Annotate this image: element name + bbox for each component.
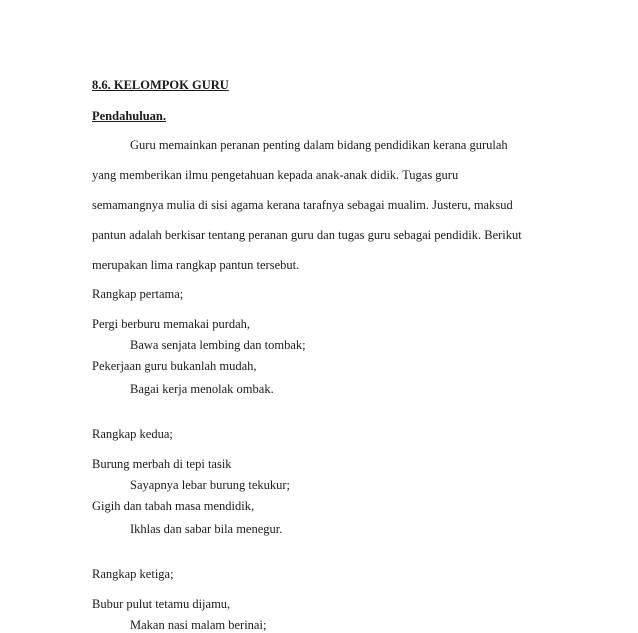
pantun-line: Bagai kerja menolak ombak. bbox=[130, 382, 274, 396]
pantun-line: Burung merbah di tepi tasik bbox=[92, 457, 232, 471]
pantun-line: Ikhlas dan sabar bila menegur. bbox=[130, 522, 283, 536]
intro-paragraph-line: merupakan lima rangkap pantun tersebut. bbox=[92, 258, 300, 272]
pantun-line: Gigih dan tabah masa mendidik, bbox=[92, 499, 255, 513]
pantun-line: Bubur pulut tetamu dijamu, bbox=[92, 597, 231, 611]
intro-paragraph-line: semamangnya mulia di sisi agama kerana tarafnya sebagai mualim. Justeru, maksud bbox=[92, 198, 513, 212]
intro-paragraph-line: Guru memainkan peranan penting dalam bidang pendidikan kerana gurulah bbox=[130, 138, 508, 152]
pantun-line: Bawa senjata lembing dan tombak; bbox=[130, 338, 306, 352]
section-heading: 8.6. KELOMPOK GURU bbox=[92, 78, 229, 92]
pantun-line: Makan nasi malam berinai; bbox=[130, 618, 267, 632]
intro-paragraph-line: pantun adalah berkisar tentang peranan guru dan tugas guru sebagai pendidik. Berikut bbox=[92, 228, 522, 242]
pantun-line: Pekerjaan guru bukanlah mudah, bbox=[92, 359, 257, 373]
pantun-line: Pergi berburu memakai purdah, bbox=[92, 317, 251, 331]
intro-paragraph-line: yang memberikan ilmu pengetahuan kepada anak-anak didik. Tugas guru bbox=[92, 168, 459, 182]
intro-subheading: Pendahuluan. bbox=[92, 109, 166, 123]
stanza-label: Rangkap ketiga; bbox=[92, 567, 174, 581]
pantun-line: Sayapnya lebar burung tekukur; bbox=[130, 478, 291, 492]
stanza-label: Rangkap pertama; bbox=[92, 287, 184, 301]
stanza-label: Rangkap kedua; bbox=[92, 427, 173, 441]
